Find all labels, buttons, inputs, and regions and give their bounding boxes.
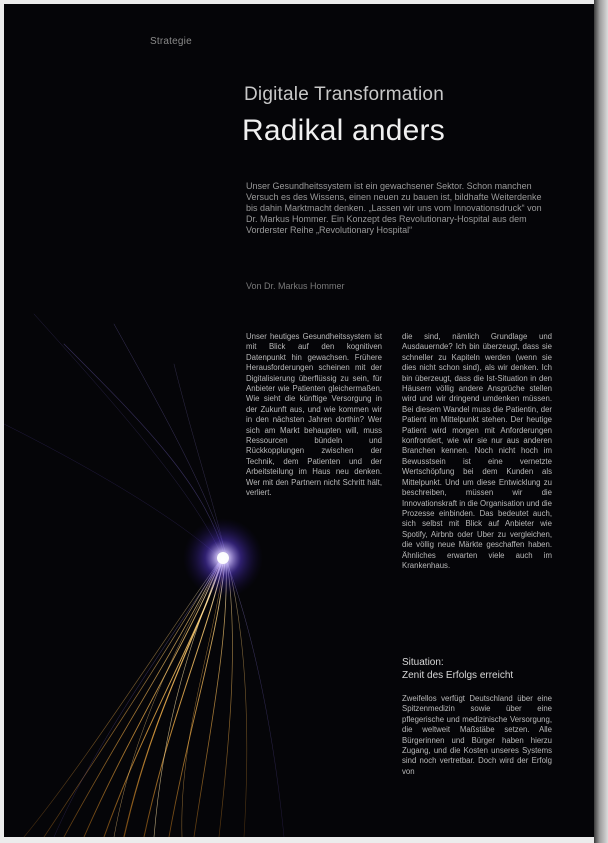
- body-column-2: die sind, nämlich Grundlage und Ausdauernde? Ich bin überzeugt, dass sie schneller zu Kapiteln werden (wenn sie dies nicht schon sind), als wir denken. Ich bin überzeugt, dass die Ist-Situation in den Häusern völlig andere Ansprüche stellen wird und wir dringend umdenken müssen. Bei diesem Wandel muss die Patientin, der Patient im Mittelpunkt stehen. Der heutige Patient wird morgen mit Anforderungen konfrontiert, wie wir sie nur aus anderen Branchen kennen. Noch nicht hoch im Bewusstsein ist eine vernetzte Wertschöpfung bei dem Kunden als Mittelpunkt. Und um diese Entwicklung zu beschreiben, müssen wir die Innovationskraft in die Organisation und die Prozesse einbinden. Das bedeutet auch, sich selbst mit Blick auf Anbieter wie Spotify, Airbnb oder Uber zu vergleichen, die völlig neue Märkte geschaffen haben. Ähnliches erwarten viele auch im Krankenhaus.: [402, 332, 552, 570]
- article-kicker: Digitale Transformation: [244, 84, 444, 105]
- body-column-1: Unser heutiges Gesundheitssystem ist mit Blick auf den kognitiven Datenpunkt hin gewachsen. Frühere Herausforderungen scheinen mit der Digitalisierung überflüssig zu sein, für Anbieter wie Patienten gleichermaßen. Wie sieht die künftige Versorgung in der Zukunft aus, und wie kommen wir in den nächsten Jahren dorthin? Wer sich am Markt behaupten will, muss Ressourcen bündeln und Rückkopplungen zwischen der Technik, dem Patienten und der Arbeitsteilung im Haus neu denken. Wer mit den Partnern nicht Schritt hält, verliert.: [246, 332, 382, 498]
- subhead-line-1: Situation:: [402, 657, 444, 668]
- article-author: Von Dr. Markus Hommer: [246, 281, 345, 291]
- body-column-3: Zweifellos verfügt Deutschland über eine Spitzenmedizin sowie über eine pflegerische und medizinische Versorgung, die weltweit Maßstäbe setzen. Alle Bürgerinnen und Bürger haben hierzu Zugang, und die Kosten unseres Systems sind noch vertretbar. Doch wird der Erfolg von: [402, 694, 552, 776]
- article-title: Radikal anders: [242, 114, 445, 147]
- section-subhead: [402, 656, 562, 682]
- section-label: Strategie: [150, 36, 192, 47]
- page-fold-shadow: [594, 0, 608, 843]
- article-lead: Unser Gesundheitssystem ist ein gewachsener Sektor. Schon manchen Versuch es des Wissens, einen neuen zu bauen ist, bildhafte Weiterdenke bis dahin Marktmacht denken. „Lassen wir uns vom Innovationsdruck“ von Dr. Markus Hommer. Ein Konzept des Revolutionary-Hospital aus dem Vorderster Reihe „Revolutionary Hospital“: [246, 181, 542, 235]
- subhead-line-2: Zenit des Erfolgs erreicht: [402, 670, 514, 681]
- magazine-page: [4, 4, 594, 837]
